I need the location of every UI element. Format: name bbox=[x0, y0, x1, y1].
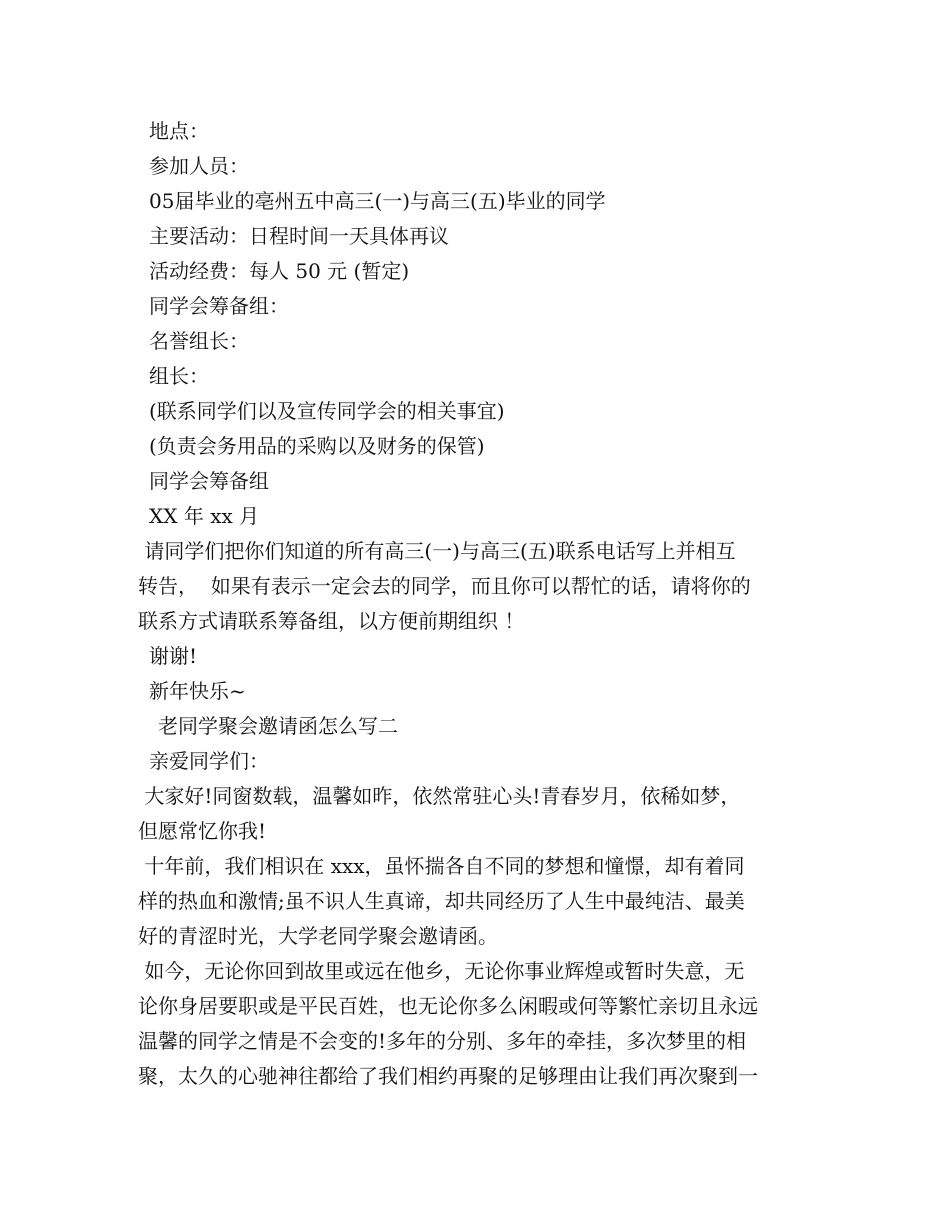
thanks-line: 谢谢! bbox=[149, 644, 198, 668]
greeting-paragraph bbox=[138, 779, 818, 849]
paragraph-line: 但愿常忆你我! bbox=[138, 819, 267, 843]
leader-line: 组长： bbox=[149, 364, 209, 388]
date-line: XX 年 xx 月 bbox=[149, 504, 260, 528]
paragraph-line: 转告， 如果有表示一定会去的同学，而且你可以帮忙的话，请将你的 bbox=[138, 574, 751, 598]
paragraph-line: 聚，太久的心驰神往都给了我们相约再聚的足够理由让我们再次聚到一 bbox=[138, 1064, 758, 1088]
paragraph-line: 样的热血和激情;虽不识人生真谛，却共同经历了人生中最纯洁、最美 bbox=[138, 889, 745, 913]
location-line: 地点： bbox=[149, 119, 209, 143]
participants-line: 参加人员： bbox=[149, 154, 249, 178]
memory-paragraph bbox=[138, 849, 818, 954]
paragraph-line: 请同学们把你们知道的所有高三(一)与高三(五)联系电话写上并相互 bbox=[138, 539, 736, 563]
duty-line-2: (负责会务用品的采购以及财务的保管) bbox=[149, 434, 485, 458]
honorary-leader-line: 名誉组长： bbox=[149, 329, 249, 353]
fee-line: 活动经费：每人 50 元 (暂定) bbox=[149, 259, 410, 283]
new-year-line: 新年快乐~ bbox=[149, 679, 246, 703]
activity-line: 主要活动：日程时间一天具体再议 bbox=[149, 224, 449, 248]
contact-paragraph bbox=[138, 534, 818, 639]
present-paragraph bbox=[138, 954, 818, 1094]
paragraph-line: 论你身居要职或是平民百姓，也无论你多么闲暇或何等繁忙亲切且永远 bbox=[138, 994, 758, 1018]
signature-line: 同学会筹备组 bbox=[149, 469, 269, 493]
section-title: 老同学聚会邀请函怎么写二 bbox=[158, 714, 398, 738]
document-page bbox=[138, 114, 818, 1094]
paragraph-line: 温馨的同学之情是不会变的!多年的分别、多年的牵挂，多次梦里的相 bbox=[138, 1029, 747, 1053]
class-line: 05届毕业的亳州五中高三(一)与高三(五)毕业的同学 bbox=[149, 189, 606, 213]
paragraph-line: 大家好!同窗数载，温馨如昨，依然常驻心头!青春岁月，依稀如梦， bbox=[138, 784, 741, 808]
greeting-line: 亲爱同学们： bbox=[149, 749, 269, 773]
paragraph-line: 十年前，我们相识在 xxx，虽怀揣各自不同的梦想和憧憬，却有着同 bbox=[138, 854, 745, 878]
paragraph-line: 如今，无论你回到故里或远在他乡，无论你事业辉煌或暂时失意，无 bbox=[138, 959, 745, 983]
paragraph-line: 联系方式请联系筹备组，以方便前期组织 ！ bbox=[138, 609, 525, 633]
committee-line: 同学会筹备组： bbox=[149, 294, 289, 318]
duty-line-1: (联系同学们以及宣传同学会的相关事宜) bbox=[149, 399, 505, 423]
paragraph-line: 好的青涩时光，大学老同学聚会邀请函。 bbox=[138, 924, 498, 948]
